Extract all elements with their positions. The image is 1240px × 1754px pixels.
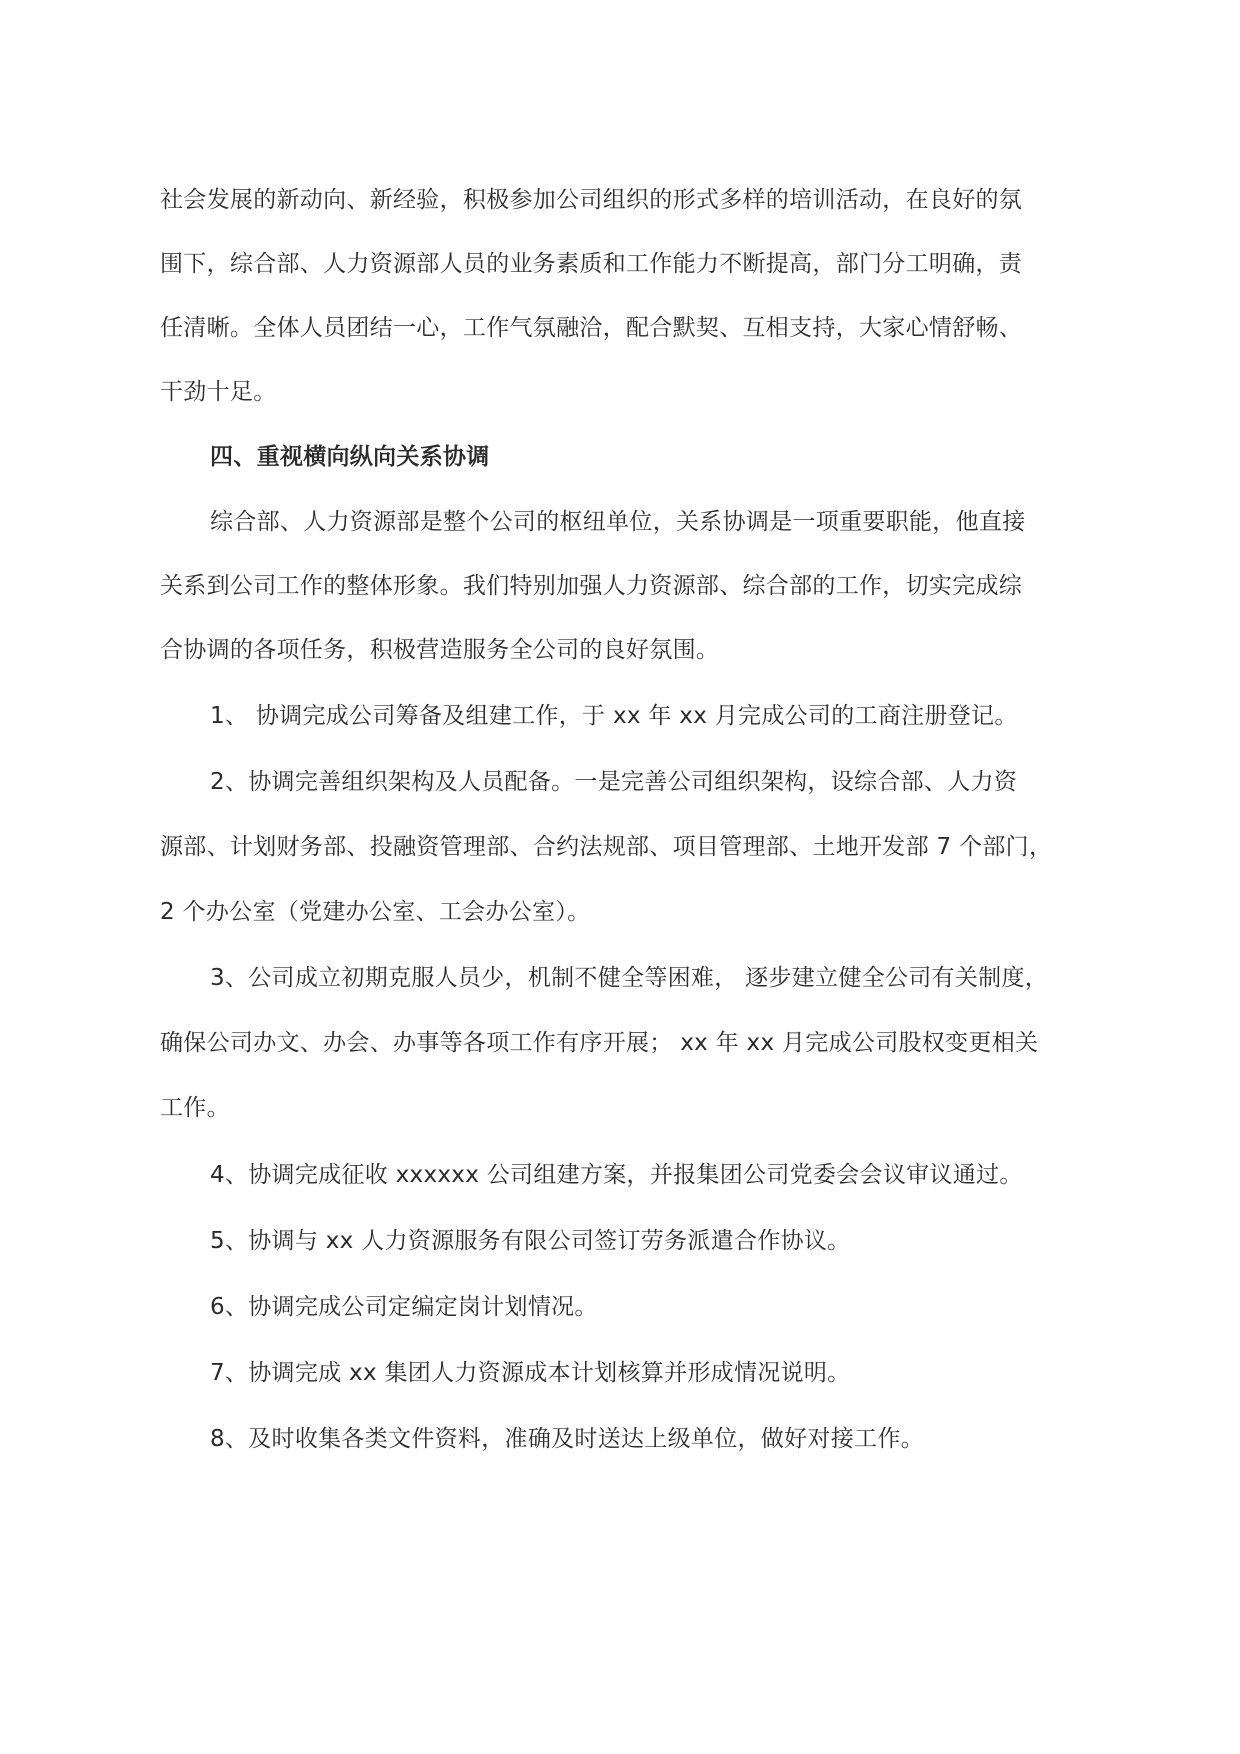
list-item: 7、协调完成 xx 集团人力资源成本计划核算并形成情况说明。 bbox=[210, 1360, 851, 1386]
paragraph-line: 确保公司办文、办会、办事等各项工作有序开展； xx 年 xx 月完成公司股权变更相关 bbox=[160, 1030, 1039, 1056]
paragraph-line: 任清晰。全体人员团结一心，工作气氛融洽，配合默契、互相支持，大家心情舒畅、 bbox=[160, 315, 1023, 341]
paragraph-line: 综合部、人力资源部是整个公司的枢纽单位，关系协调是一项重要职能，他直接 bbox=[210, 509, 1026, 535]
paragraph-line: 围下，综合部、人力资源部人员的业务素质和工作能力不断提高，部门分工明确，责 bbox=[160, 251, 1023, 277]
list-item: 4、协调完成征收 xxxxxx 公司组建方案，并报集团公司党委会会议审议通过。 bbox=[210, 1162, 1023, 1188]
list-item: 3、公司成立初期克服人员少，机制不健全等困难， 逐步建立健全公司有关制度， bbox=[210, 965, 1049, 991]
list-item: 6、协调完成公司定编定岗计划情况。 bbox=[210, 1294, 598, 1320]
paragraph-line: 合协调的各项任务，积极营造服务全公司的良好氛围。 bbox=[160, 637, 720, 663]
list-item: 5、协调与 xx 人力资源服务有限公司签订劳务派遣合作协议。 bbox=[210, 1228, 851, 1254]
paragraph-line: 社会发展的新动向、新经验，积极参加公司组织的形式多样的培训活动，在良好的氛 bbox=[160, 187, 1023, 213]
list-item: 2、协调完善组织架构及人员配备。一是完善公司组织架构，设综合部、人力资 bbox=[210, 769, 1018, 795]
paragraph-line: 源部、计划财务部、投融资管理部、合约法规部、项目管理部、土地开发部 7 个部门， bbox=[160, 834, 1053, 860]
list-item: 8、及时收集各类文件资料，准确及时送达上级单位，做好对接工作。 bbox=[210, 1426, 924, 1452]
paragraph-line: 2 个办公室（党建办公室、工会办公室）。 bbox=[160, 899, 591, 925]
list-item: 1、 协调完成公司筹备及组建工作，于 xx 年 xx 月完成公司的工商注册登记。 bbox=[210, 703, 1018, 729]
section-heading: 四、重视横向纵向关系协调 bbox=[210, 444, 490, 470]
paragraph-line: 工作。 bbox=[160, 1095, 230, 1121]
paragraph-line: 关系到公司工作的整体形象。我们特别加强人力资源部、综合部的工作，切实完成综 bbox=[160, 573, 1023, 599]
paragraph-line: 干劲十足。 bbox=[160, 379, 277, 405]
